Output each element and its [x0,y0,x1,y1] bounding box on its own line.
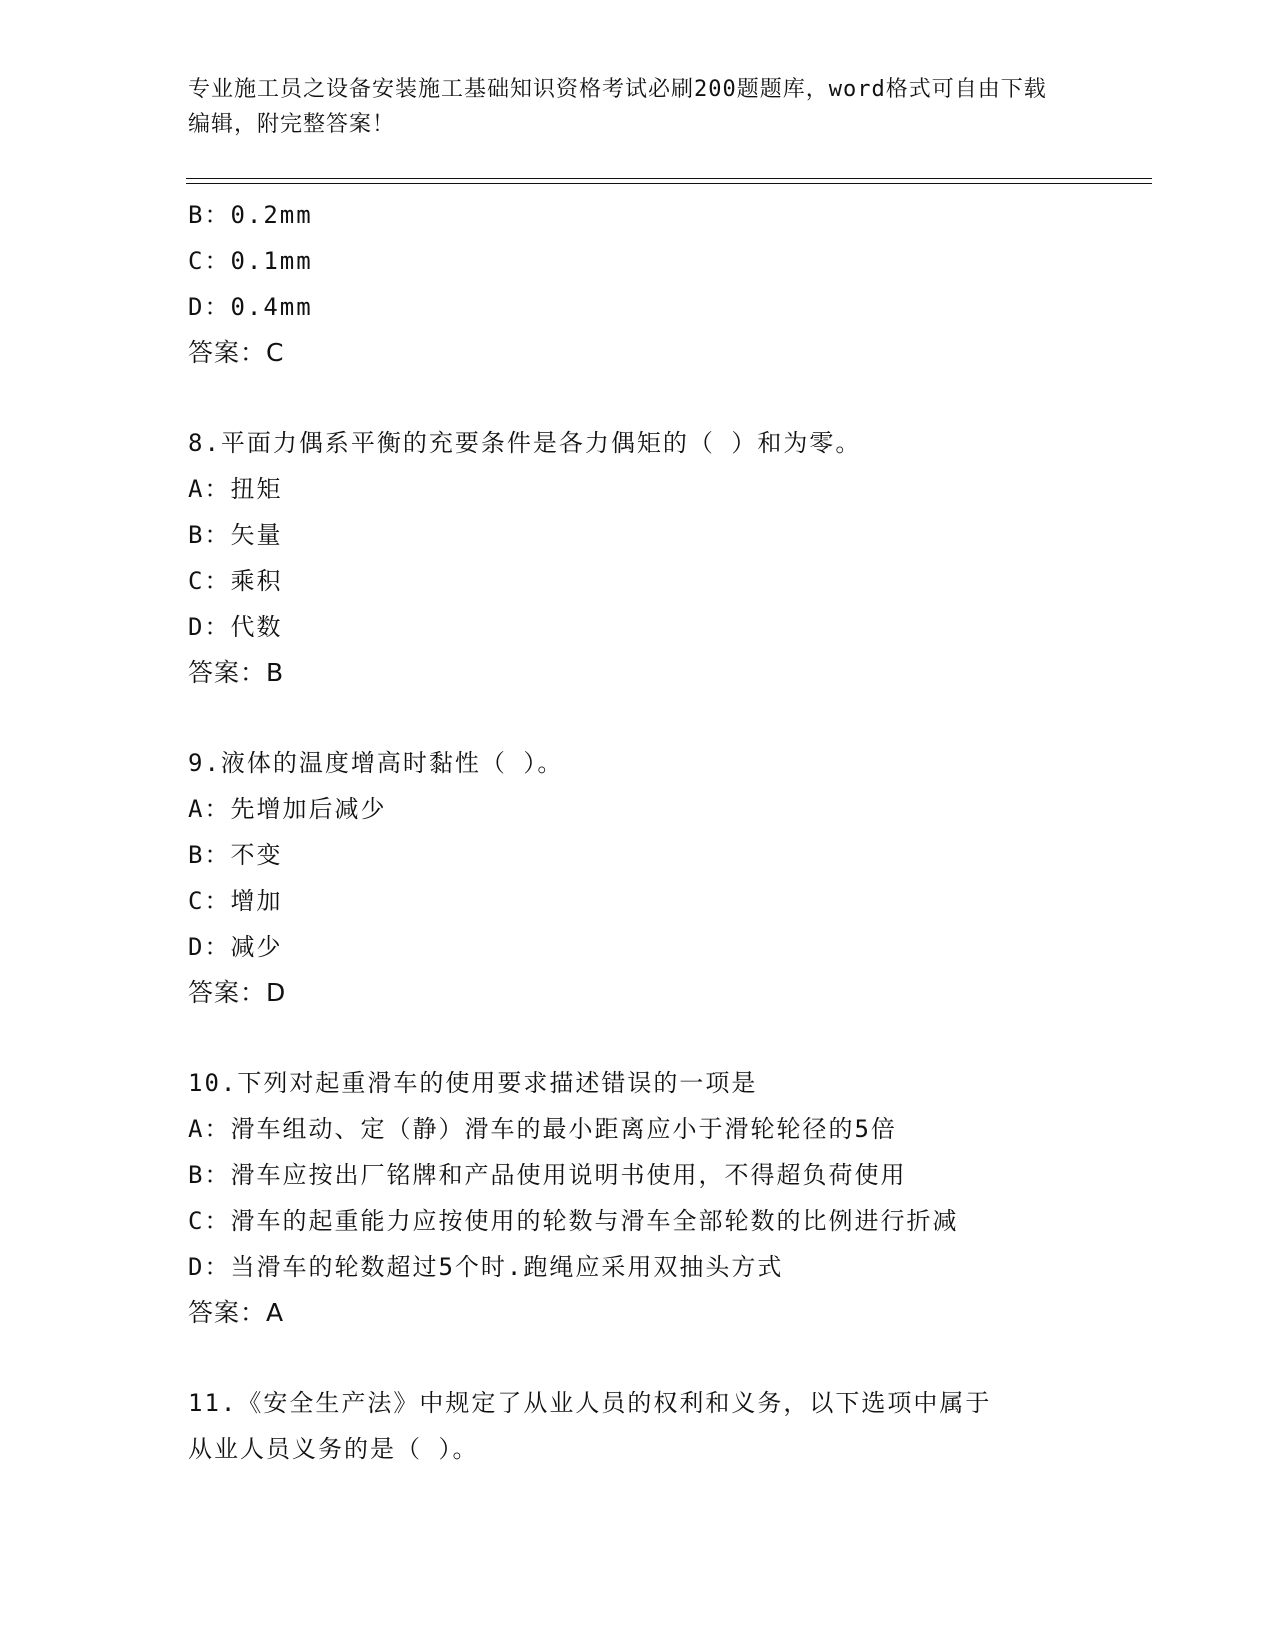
option-b: B：0.2mm [188,201,313,229]
question-9 [188,740,1088,1016]
option-c: C：0.1mm [188,247,313,275]
option-c: C：滑车的起重能力应按使用的轮数与滑车全部轮数的比例进行折减 [188,1207,959,1235]
question-stem-line-1: 11.《安全生产法》中规定了从业人员的权利和义务，以下选项中属于 [188,1389,992,1417]
question-7-partial [188,192,1088,376]
question-stem: 10.下列对起重滑车的使用要求描述错误的一项是 [188,1069,758,1097]
spacer [188,1016,1088,1060]
option-b: B：不变 [188,841,283,869]
answer-line: 答案：C [188,338,285,367]
question-10 [188,1060,1088,1336]
spacer [188,376,1088,420]
option-a: A：滑车组动、定（静）滑车的最小距离应小于滑轮轮径的5倍 [188,1115,897,1143]
option-d: D：0.4mm [188,293,313,321]
option-c: C：增加 [188,887,283,915]
document-header [188,72,1068,142]
option-d: D：当滑车的轮数超过5个时.跑绳应采用双抽头方式 [188,1253,784,1281]
question-11 [188,1380,1088,1472]
spacer [188,696,1088,740]
question-stem: 8.平面力偶系平衡的充要条件是各力偶矩的（ ）和为零。 [188,429,862,457]
option-a: A：扭矩 [188,475,283,503]
option-c: C：乘积 [188,567,283,595]
option-b: B：矢量 [188,521,283,549]
question-8 [188,420,1088,696]
option-b: B：滑车应按出厂铭牌和产品使用说明书使用，不得超负荷使用 [188,1161,907,1189]
header-title: 专业施工员之设备安装施工基础知识资格考试必刷200题题库，word格式可自由下载编辑，附完整答案！ [188,77,1047,137]
header-divider-top [186,178,1152,179]
answer-line: 答案：A [188,1298,285,1327]
spacer [188,1336,1088,1380]
option-d: D：减少 [188,933,283,961]
answer-line: 答案：D [188,978,287,1007]
question-stem: 9.液体的温度增高时黏性（ ）。 [188,749,564,777]
option-d: D：代数 [188,613,283,641]
question-stem-line-2: 从业人员义务的是（ ）。 [188,1435,479,1463]
question-list [188,192,1088,1472]
option-a: A：先增加后减少 [188,795,387,823]
header-divider-bottom [186,183,1152,184]
answer-line: 答案：B [188,658,285,687]
